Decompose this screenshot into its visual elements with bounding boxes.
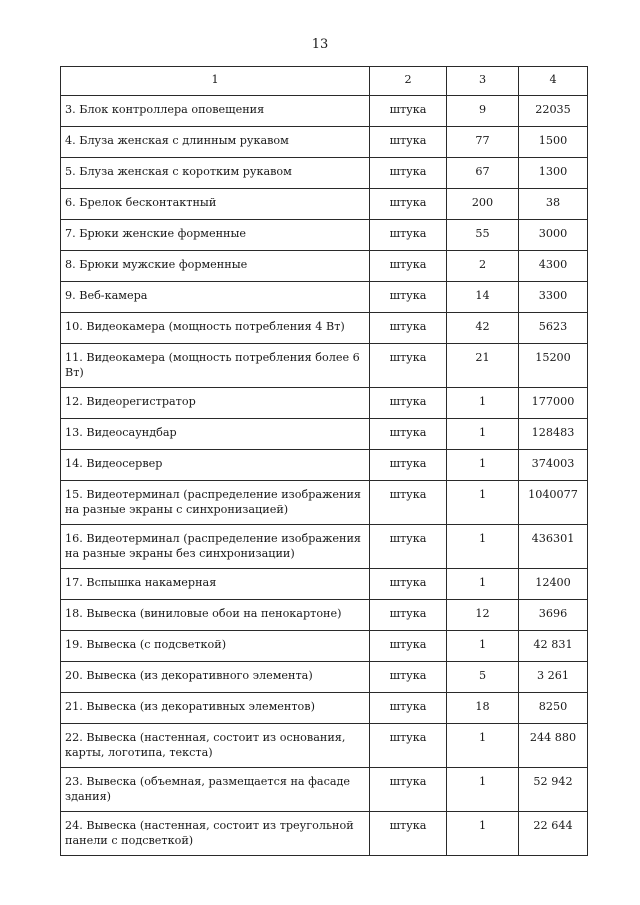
price-table xyxy=(60,66,588,856)
item-price: 374003 xyxy=(519,450,588,481)
item-unit: штука xyxy=(370,662,447,693)
item-unit: штука xyxy=(370,600,447,631)
item-name: 17. Вспышка накамерная xyxy=(61,569,370,600)
item-qty: 2 xyxy=(447,251,519,282)
item-price: 38 xyxy=(519,189,588,220)
item-unit: штука xyxy=(370,450,447,481)
header-col-4: 4 xyxy=(519,67,588,96)
item-price: 1040077 xyxy=(519,481,588,525)
item-unit: штука xyxy=(370,344,447,388)
item-qty: 67 xyxy=(447,158,519,189)
item-name: 4. Блуза женская с длинным рукавом xyxy=(61,127,370,158)
item-name: 18. Вывеска (виниловые обои на пенокартоне) xyxy=(61,600,370,631)
table-row xyxy=(61,127,588,158)
item-price: 3300 xyxy=(519,282,588,313)
item-unit: штука xyxy=(370,220,447,251)
item-price: 3 261 xyxy=(519,662,588,693)
item-name: 19. Вывеска (с подсветкой) xyxy=(61,631,370,662)
item-qty: 1 xyxy=(447,768,519,812)
item-name: 9. Веб-камера xyxy=(61,282,370,313)
table-row xyxy=(61,96,588,127)
item-name: 14. Видеосервер xyxy=(61,450,370,481)
item-price: 22035 xyxy=(519,96,588,127)
table-row xyxy=(61,344,588,388)
table-row xyxy=(61,631,588,662)
item-qty: 77 xyxy=(447,127,519,158)
item-unit: штука xyxy=(370,158,447,189)
item-name: 7. Брюки женские форменные xyxy=(61,220,370,251)
item-unit: штука xyxy=(370,693,447,724)
table-row xyxy=(61,662,588,693)
table-row xyxy=(61,768,588,812)
item-qty: 12 xyxy=(447,600,519,631)
header-col-3: 3 xyxy=(447,67,519,96)
header-col-1: 1 xyxy=(61,67,370,96)
item-price: 436301 xyxy=(519,525,588,569)
item-unit: штука xyxy=(370,631,447,662)
item-qty: 1 xyxy=(447,388,519,419)
item-price: 3000 xyxy=(519,220,588,251)
item-name: 13. Видеосаундбар xyxy=(61,419,370,450)
item-qty: 1 xyxy=(447,724,519,768)
item-price: 1300 xyxy=(519,158,588,189)
table-row xyxy=(61,525,588,569)
item-price: 244 880 xyxy=(519,724,588,768)
item-unit: штука xyxy=(370,388,447,419)
item-price: 8250 xyxy=(519,693,588,724)
item-name: 23. Вывеска (объемная, размещается на фасаде здания) xyxy=(61,768,370,812)
item-unit: штука xyxy=(370,419,447,450)
item-qty: 18 xyxy=(447,693,519,724)
item-price: 1500 xyxy=(519,127,588,158)
table-header-row xyxy=(61,67,588,96)
item-price: 15200 xyxy=(519,344,588,388)
table-row xyxy=(61,724,588,768)
item-unit: штука xyxy=(370,189,447,220)
item-name: 10. Видеокамера (мощность потребления 4 Вт) xyxy=(61,313,370,344)
item-price: 52 942 xyxy=(519,768,588,812)
table-row xyxy=(61,419,588,450)
item-unit: штука xyxy=(370,313,447,344)
header-col-2: 2 xyxy=(370,67,447,96)
item-qty: 5 xyxy=(447,662,519,693)
table-row xyxy=(61,220,588,251)
table-row xyxy=(61,693,588,724)
item-unit: штука xyxy=(370,724,447,768)
item-qty: 42 xyxy=(447,313,519,344)
table-row xyxy=(61,189,588,220)
item-unit: штука xyxy=(370,768,447,812)
item-unit: штука xyxy=(370,525,447,569)
item-unit: штука xyxy=(370,96,447,127)
item-price: 5623 xyxy=(519,313,588,344)
item-price: 177000 xyxy=(519,388,588,419)
item-name: 24. Вывеска (настенная, состоит из треугольной панели с подсветкой) xyxy=(61,812,370,856)
item-name: 15. Видеотерминал (распределение изображения на разные экраны с синхронизацией) xyxy=(61,481,370,525)
item-qty: 1 xyxy=(447,481,519,525)
item-price: 22 644 xyxy=(519,812,588,856)
item-qty: 200 xyxy=(447,189,519,220)
item-name: 11. Видеокамера (мощность потребления более 6 Вт) xyxy=(61,344,370,388)
item-qty: 55 xyxy=(447,220,519,251)
table-row xyxy=(61,450,588,481)
item-qty: 9 xyxy=(447,96,519,127)
item-name: 5. Блуза женская с коротким рукавом xyxy=(61,158,370,189)
item-qty: 1 xyxy=(447,569,519,600)
table-row xyxy=(61,313,588,344)
item-name: 6. Брелок бесконтактный xyxy=(61,189,370,220)
page-number: 13 xyxy=(311,37,329,52)
item-price: 42 831 xyxy=(519,631,588,662)
table-row xyxy=(61,388,588,419)
table-row xyxy=(61,251,588,282)
item-qty: 1 xyxy=(447,631,519,662)
item-unit: штука xyxy=(370,127,447,158)
table-row xyxy=(61,481,588,525)
item-qty: 1 xyxy=(447,450,519,481)
item-name: 20. Вывеска (из декоративного элемента) xyxy=(61,662,370,693)
table-row xyxy=(61,282,588,313)
item-unit: штука xyxy=(370,812,447,856)
table-row xyxy=(61,158,588,189)
table-row xyxy=(61,569,588,600)
item-qty: 1 xyxy=(447,525,519,569)
table-row xyxy=(61,600,588,631)
item-name: 3. Блок контроллера оповещения xyxy=(61,96,370,127)
item-unit: штука xyxy=(370,282,447,313)
item-qty: 1 xyxy=(447,812,519,856)
item-price: 3696 xyxy=(519,600,588,631)
item-name: 21. Вывеска (из декоративных элементов) xyxy=(61,693,370,724)
item-unit: штука xyxy=(370,569,447,600)
item-qty: 14 xyxy=(447,282,519,313)
item-unit: штука xyxy=(370,481,447,525)
item-price: 128483 xyxy=(519,419,588,450)
item-name: 8. Брюки мужские форменные xyxy=(61,251,370,282)
item-name: 22. Вывеска (настенная, состоит из основания, карты, логотипа, текста) xyxy=(61,724,370,768)
item-name: 12. Видеорегистратор xyxy=(61,388,370,419)
table-row xyxy=(61,812,588,856)
item-qty: 1 xyxy=(447,419,519,450)
item-unit: штука xyxy=(370,251,447,282)
item-price: 12400 xyxy=(519,569,588,600)
item-name: 16. Видеотерминал (распределение изображения на разные экраны без синхронизации) xyxy=(61,525,370,569)
item-qty: 21 xyxy=(447,344,519,388)
item-price: 4300 xyxy=(519,251,588,282)
